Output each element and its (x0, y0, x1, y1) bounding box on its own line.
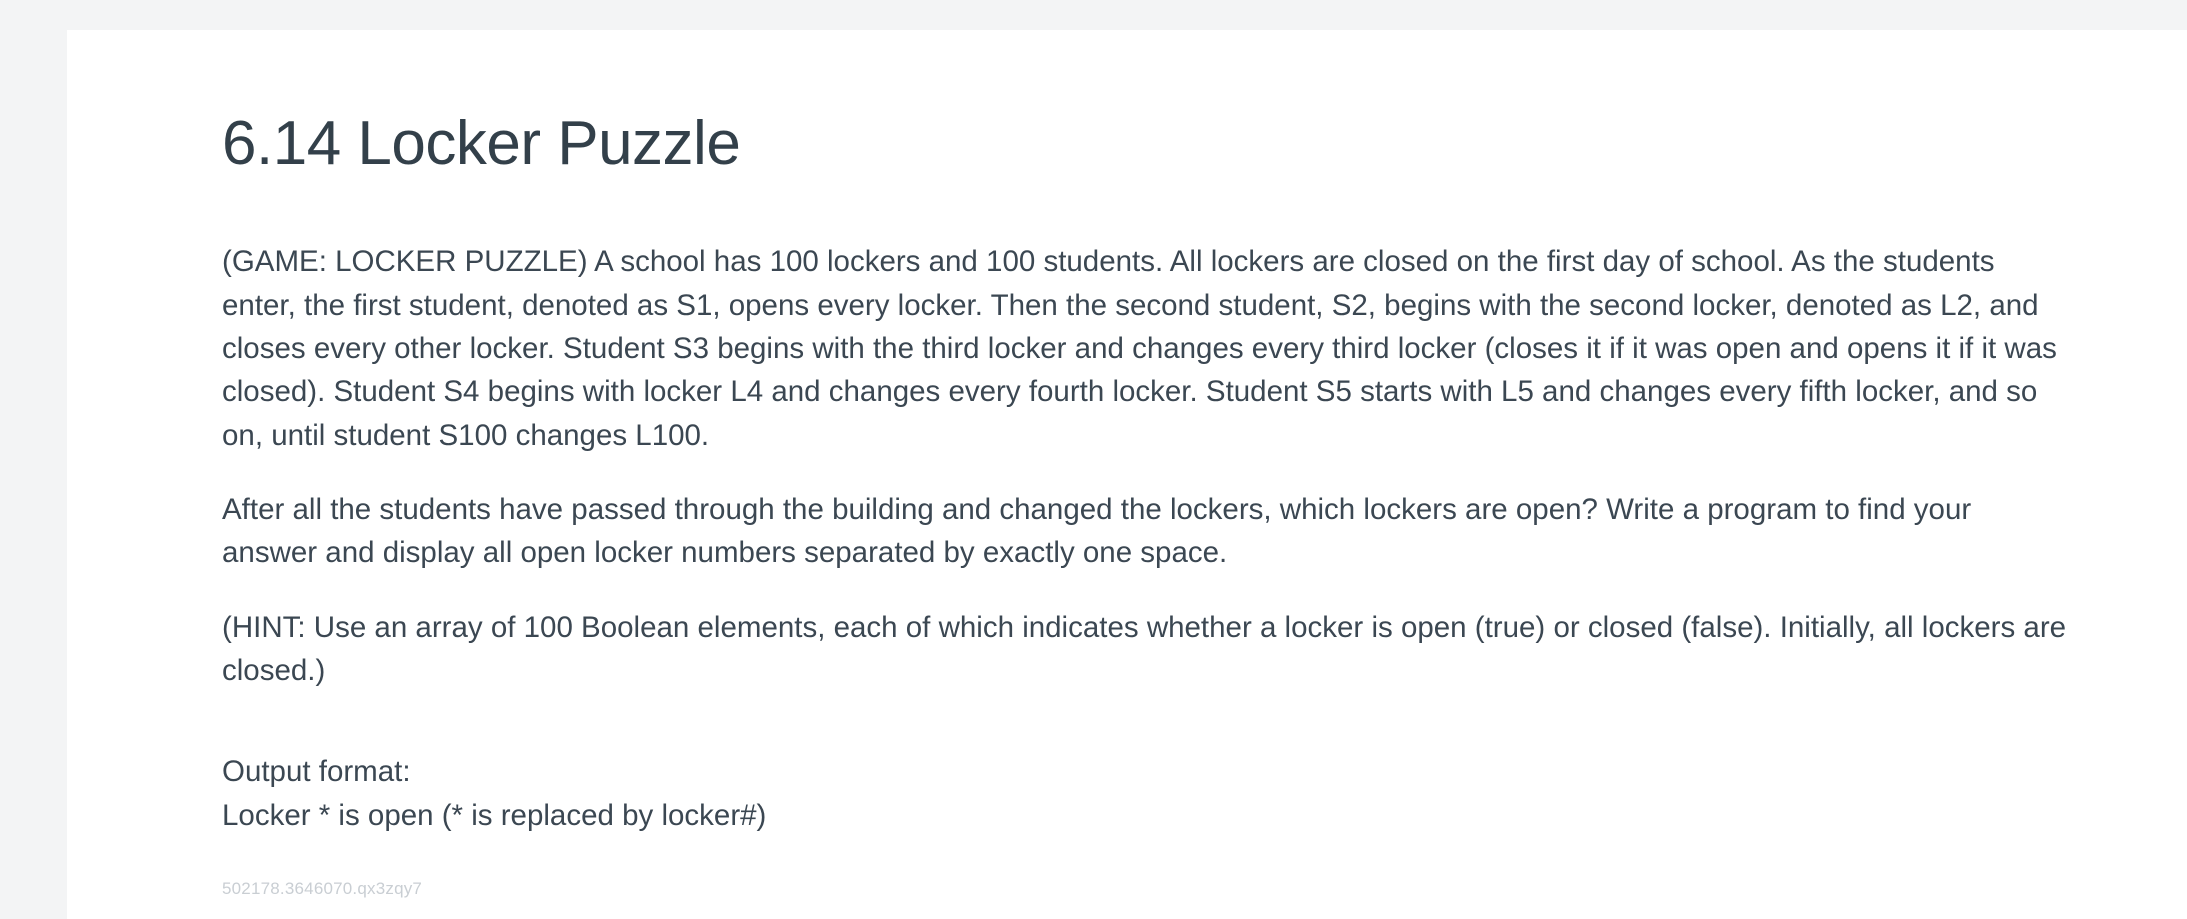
problem-statement-paragraph: (GAME: LOCKER PUZZLE) A school has 100 lockers and 100 students. All lockers are closed on the first day of school. As the students enter, the first student, denoted as S1, opens every locker. Then the second student, S2, begins with the second locker, denoted as L2, and closes every other locker. Student S3 begins with the third locker and changes every third locker (closes it if it was open and opens it if it was closed). Student S4 begins with locker L4 and changes every fourth locker. Student S5 starts with L5 and changes every fifth locker, and so on, until student S100 changes L100. (222, 245, 2057, 452)
output-format-label: Output format: (222, 755, 411, 789)
page-title: 6.14 Locker Puzzle (222, 109, 741, 178)
output-format-example: Locker * is open (* is replaced by locker#) (222, 798, 767, 832)
document-sheet (67, 30, 2187, 919)
watermark-text: 502178.3646070.qx3zqy7 (222, 879, 423, 899)
output-format-block (222, 750, 2067, 837)
question-paragraph: After all the students have passed through the building and changed the lockers, which lockers are open? Write a program to find your answer and display all open locker numbers separated by exactly one space. (222, 492, 1972, 570)
hint-paragraph: (HINT: Use an array of 100 Boolean elements, each of which indicates whether a locker is open (true) or closed (false). Initially, all lockers are closed.) (222, 610, 2067, 688)
